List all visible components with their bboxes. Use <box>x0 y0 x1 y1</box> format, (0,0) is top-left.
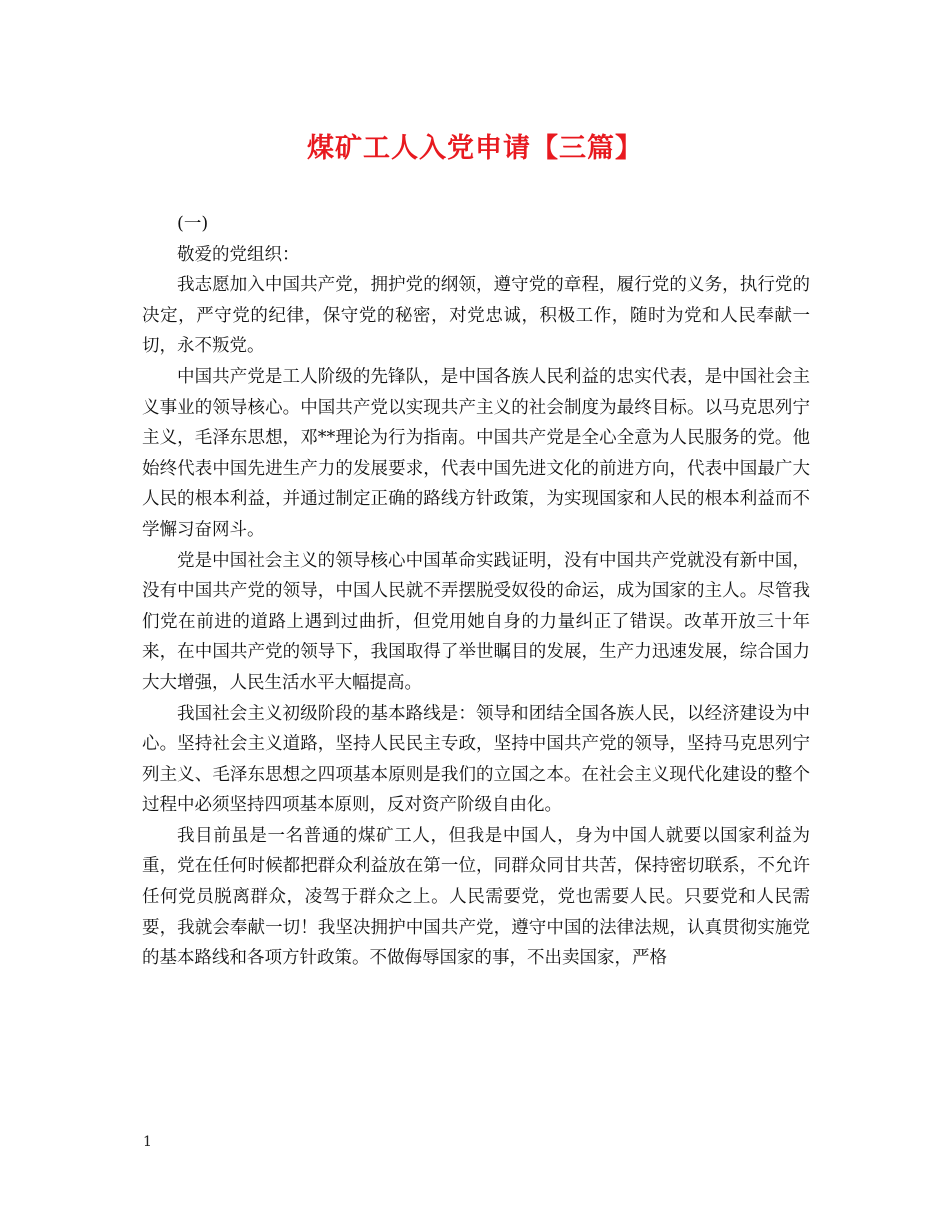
paragraph: 我目前虽是一名普通的煤矿工人，但我是中国人，身为中国人就要以国家利益为重，党在任何时候都把群众利益放在第一位，同群众同甘共苦，保持密切联系，不允许任何党员脱离群众，凌驾于群众之上。人民需要党，党也需要人民。只要党和人民需要，我就会奉献一切！我坚决拥护中国共产党，遵守中国的法律法规，认真贯彻实施党的基本路线和各项方针政策。不做侮辱国家的事，不出卖国家，严格 <box>142 825 810 969</box>
salutation: 敬爱的党组织： <box>177 244 300 265</box>
document-title: 煤矿工人入党申请【三篇】 <box>307 133 643 164</box>
section-marker: (一) <box>177 214 209 234</box>
paragraph: 党是中国社会主义的领导核心中国革命实践证明，没有中国共产党就没有新中国，没有中国共产党的领导，中国人民就不弄摆脱受奴役的命运，成为国家的主人。尽管我们党在前进的道路上遇到过曲折，但党用她自身的力量纠正了错误。改革开放三十年来，在中国共产党的领导下，我国取得了举世瞩目的发展，生产力迅速发展，综合国力大大增强，人民生活水平大幅提高。 <box>142 550 810 693</box>
paragraph: 我国社会主义初级阶段的基本路线是：领导和团结全国各族人民，以经济建设为中心。坚持社会主义道路，坚持人民民主专政，坚持中国共产党的领导，坚持马克思列宁列主义、毛泽东思想之四项基本原则是我们的立国之本。在社会主义现代化建设的整个过程中必须坚持四项基本原则，反对资产阶级自由化。 <box>142 703 810 816</box>
paragraph: 中国共产党是工人阶级的先锋队，是中国各族人民利益的忠实代表，是中国社会主义事业的领导核心。中国共产党以实现共产主义的社会制度为最终目标。以马克思列宁主义，毛泽东思想，邓**理论为行为指南。中国共产党是全心全意为人民服务的党。他始终代表中国先进生产力的发展要求，代表中国先进文化的前进方向，代表中国最广大人民的根本利益，并通过制定正确的路线方针政策，为实现国家和人民的根本利益而不学懈习奋网斗。 <box>142 366 810 540</box>
page-number: 1 <box>143 1134 152 1150</box>
document-body <box>142 209 810 974</box>
paragraph: 我志愿加入中国共产党，拥护党的纲领，遵守党的章程，履行党的义务，执行党的决定，严守党的纪律，保守党的秘密，对党忠诚，积极工作，随时为党和人民奉献一切，永不叛党。 <box>142 275 810 357</box>
